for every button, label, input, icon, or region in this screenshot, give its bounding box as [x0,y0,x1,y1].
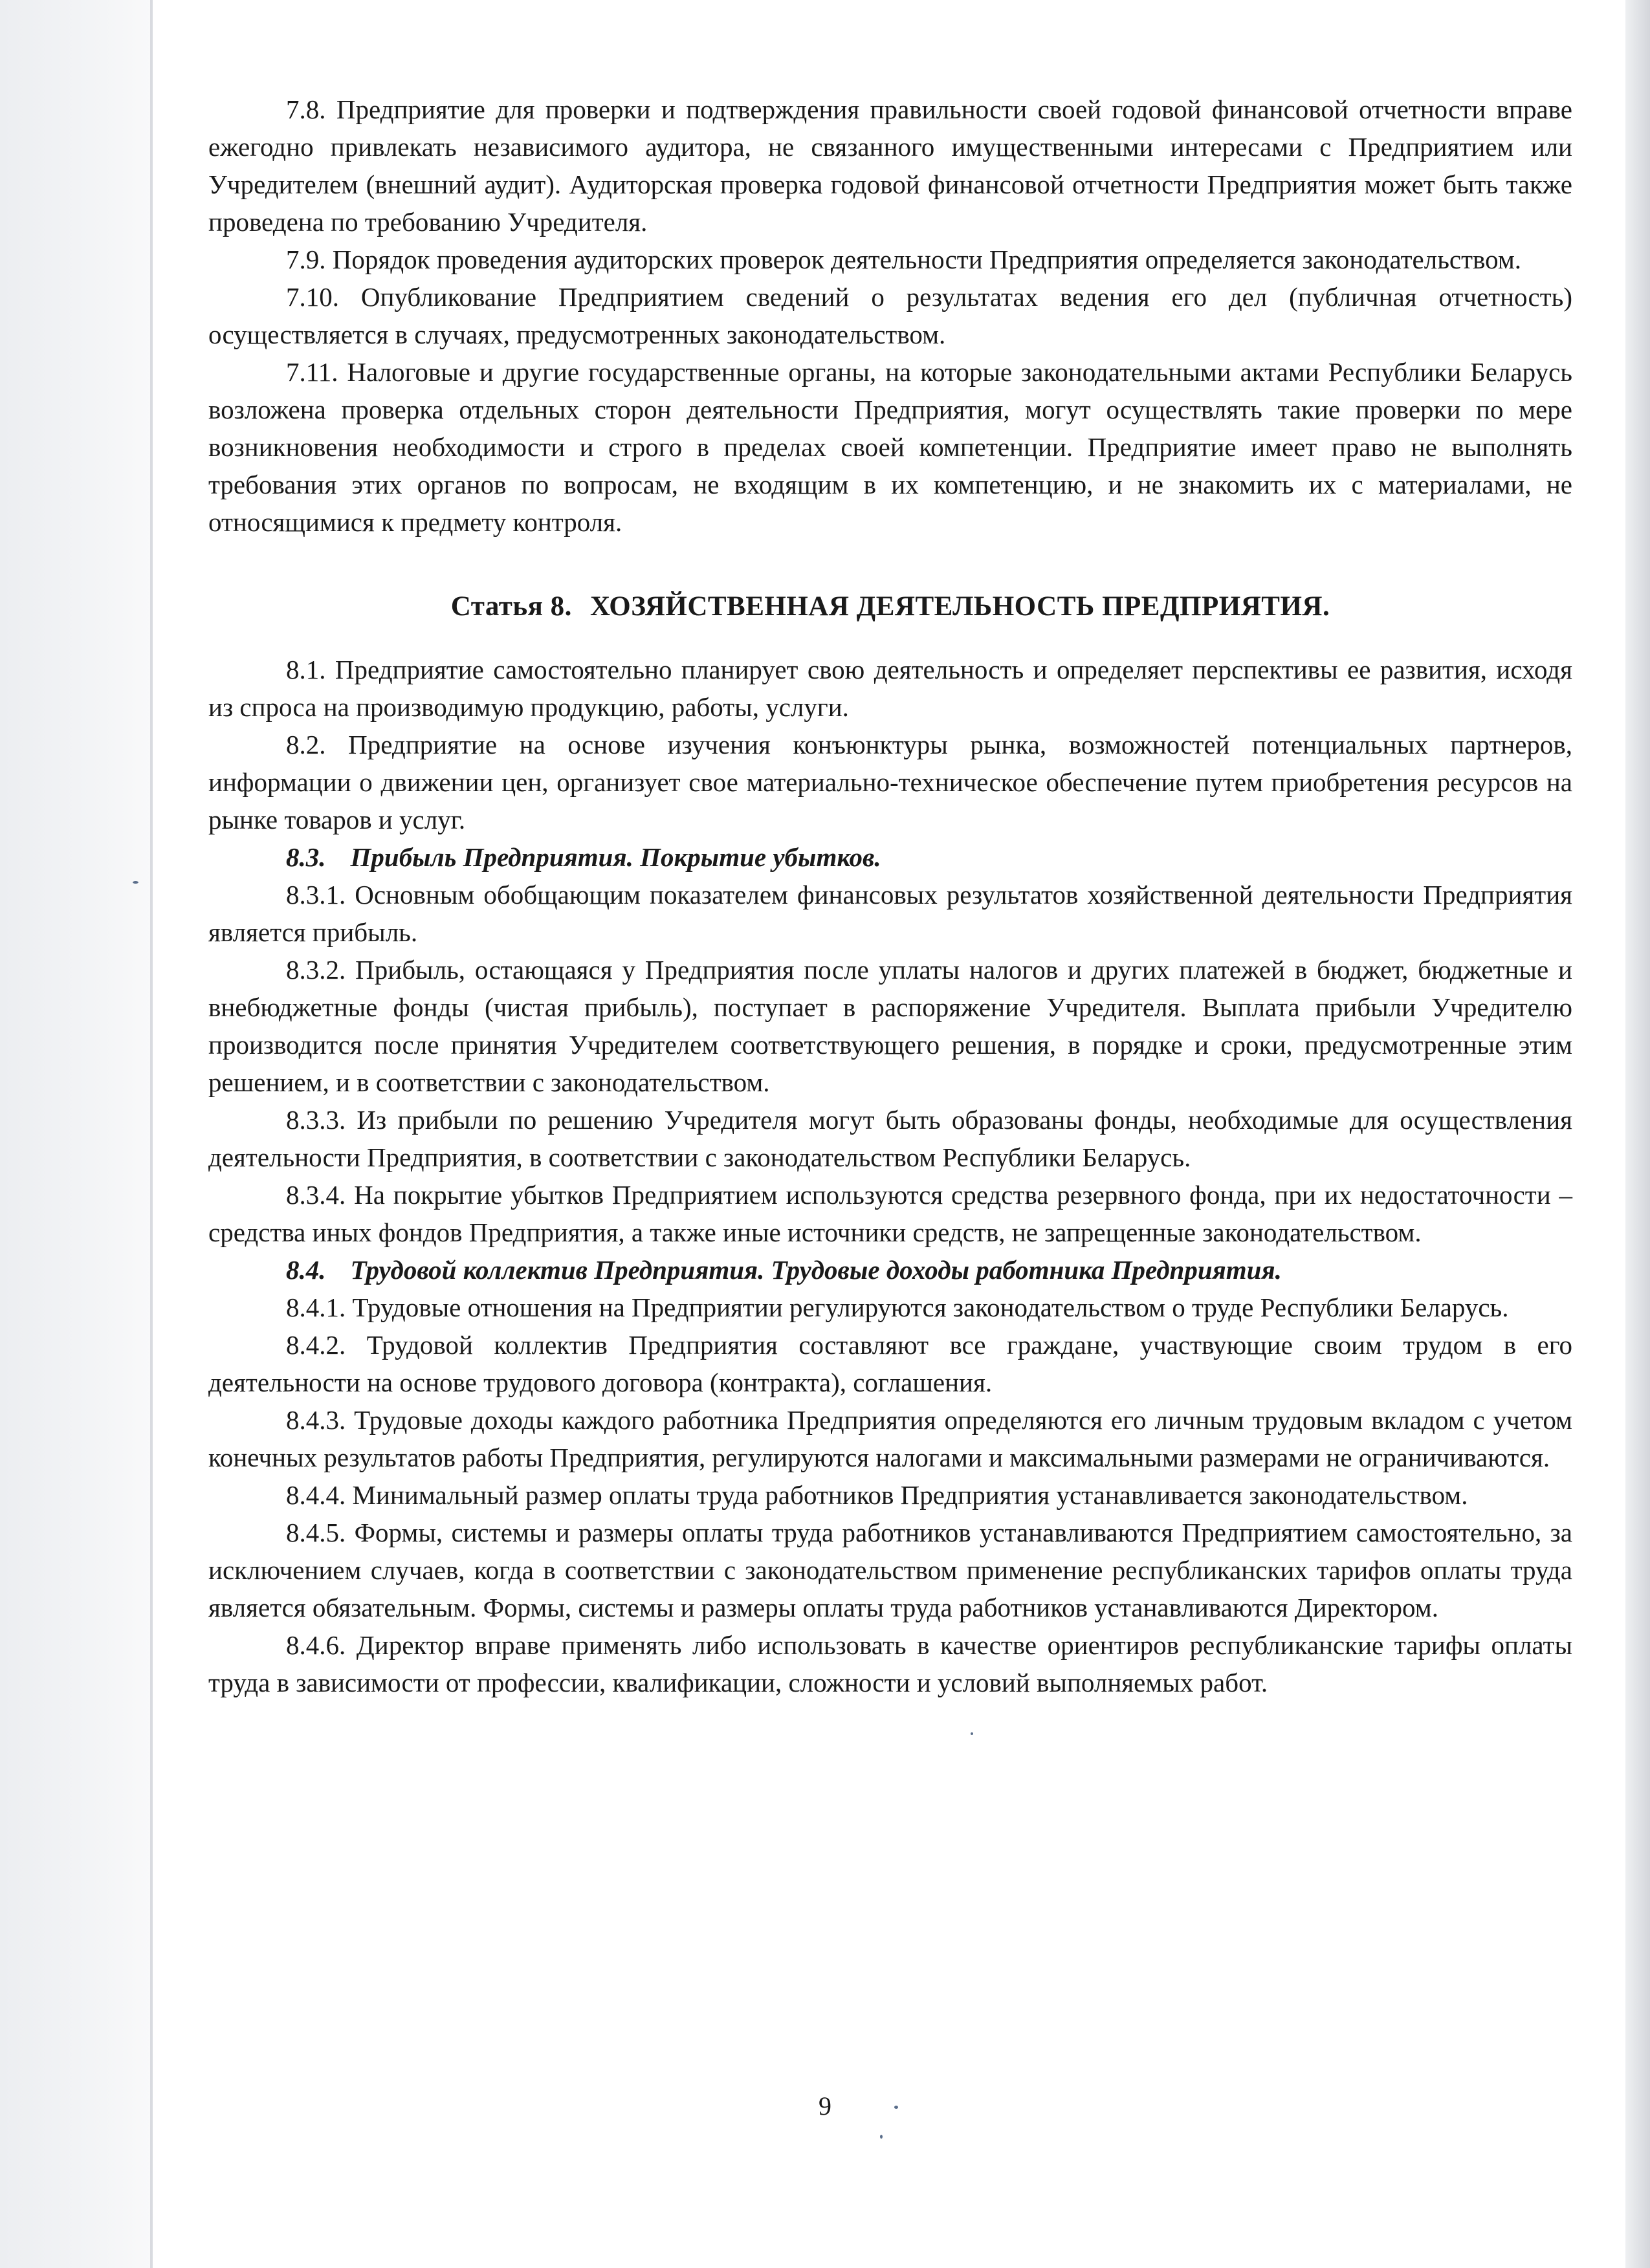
page-number: 9 [819,2091,831,2121]
paragraph-7-9: 7.9. Порядок проведения аудиторских проверок деятельности Предприятия определяется законодательством. [286,245,1522,274]
scan-right-edge [1625,0,1650,2268]
paragraph-8-3-3: 8.3.3. Из прибыли по решению Учредителя могут быть образованы фонды, необходимые для осуществления деятельности Предприятия, в соответствии с законодательством Республики Беларусь. [208,1105,1572,1172]
paragraph-8-3-1: 8.3.1. Основным обобщающим показателем финансовых результатов хозяйственной деятельности Предприятия является прибыль. [208,880,1572,947]
paragraph-8-4-1: 8.4.1. Трудовые отношения на Предприятии регулируются законодательством о труде Республики Беларусь. [286,1292,1509,1322]
paragraph-8-4-5: 8.4.5. Формы, системы и размеры оплаты труда работников устанавливаются Предприятием самостоятельно, за исключением случаев, когда в соответствии с законодательством применение республиканских тарифов оплаты труда является обязательным. Формы, системы и размеры оплаты труда работников устанавливаются Директором. [208,1518,1572,1622]
paragraph-8-4-6: 8.4.6. Директор вправе применять либо использовать в качестве ориентиров республиканские тарифы оплаты труда в зависимости от профессии, квалификации, сложности и условий выполняемых работ. [208,1630,1572,1697]
paragraph-8-4-4: 8.4.4. Минимальный размер оплаты труда работников Предприятия устанавливается законодательством. [286,1480,1468,1510]
scan-left-margin [0,0,152,2268]
subheading-8-4 [208,1251,1572,1289]
article-8-title: ХОЗЯЙСТВЕННАЯ ДЕЯТЕЛЬНОСТЬ ПРЕДПРИЯТИЯ. [589,591,1330,622]
document-page [208,91,1572,1701]
article-8-label: Статья 8. [450,591,572,622]
paragraph-8-4-2: 8.4.2. Трудовой коллектив Предприятия составляют все граждане, участвующие своим трудом в его деятельности на основе трудового договора (контракта), соглашения. [208,1330,1572,1397]
subheading-8-3-title: Прибыль Предприятия. Покрытие убытков. [350,842,881,872]
paragraph-8-4-3: 8.4.3. Трудовые доходы каждого работника Предприятия определяются его личным трудовым вкладом с учетом конечных результатов работы Предприятия, регулируются налогами и максимальными размерами не ограничиваются. [208,1405,1572,1472]
paragraph-7-11: 7.11. Налоговые и другие государственные органы, на которые законодательными актами Республики Беларусь возложена проверка отдельных сторон деятельности Предприятия, могут осуществлять такие проверки по мере возникновения необходимости и строго в пределах своей компетенции. Предприятие имеет право не выполнять требования этих органов по вопросам, не входящим в их компетенцию, и не знакомить их с материалами, не относящимися к предмету контроля. [208,357,1572,537]
subheading-8-4-title: Трудовой коллектив Предприятия. Трудовые доходы работника Предприятия. [350,1255,1282,1285]
subheading-8-3-number: 8.3. [286,842,326,872]
article-8-heading [208,587,1572,626]
scan-speck [880,2135,883,2139]
paragraph-8-1: 8.1. Предприятие самостоятельно планирует свою деятельность и определяет перспективы ее развития, исходя из спроса на производимую продукцию, работы, услуги. [208,655,1572,722]
scan-speck [894,2106,898,2109]
paragraph-8-3-4: 8.3.4. На покрытие убытков Предприятием используются средства резервного фонда, при их недостаточности – средства иных фондов Предприятия, а также иные источники средств, не запрещенные законодательством. [208,1180,1572,1247]
paragraph-8-2: 8.2. Предприятие на основе изучения конъюнктуры рынка, возможностей потенциальных партнеров, информации о движении цен, организует свое материально-техническое обеспечение путем приобретения ресурсов на рынке товаров и услуг. [208,730,1572,834]
paragraph-7-8: 7.8. Предприятие для проверки и подтверждения правильности своей годовой финансовой отчетности вправе ежегодно привлекать независимого аудитора, не связанного имущественными интересами с Предприятием или Учредителем (внешний аудит). Аудиторская проверка годовой финансовой отчетности Предприятия может быть также проведена по требованию Учредителя. [208,94,1572,237]
paragraph-7-10: 7.10. Опубликование Предприятием сведений о результатах ведения его дел (публичная отчетность) осуществляется в случаях, предусмотренных законодательством. [208,282,1572,349]
scan-binding-edge [150,0,153,2268]
subheading-8-4-number: 8.4. [286,1255,326,1285]
scan-speck [971,1732,973,1735]
subheading-8-3 [208,838,1572,876]
paragraph-8-3-2: 8.3.2. Прибыль, остающаяся у Предприятия после уплаты налогов и других платежей в бюджет, бюджетные и внебюджетные фонды (чистая прибыль), поступает в распоряжение Учредителя. Выплата прибыли Учредителю производится после принятия Учредителем соответствующего решения, в порядке и сроки, предусмотренные этим решением, и в соответствии с законодательством. [208,955,1572,1097]
scan-speck [133,881,138,884]
